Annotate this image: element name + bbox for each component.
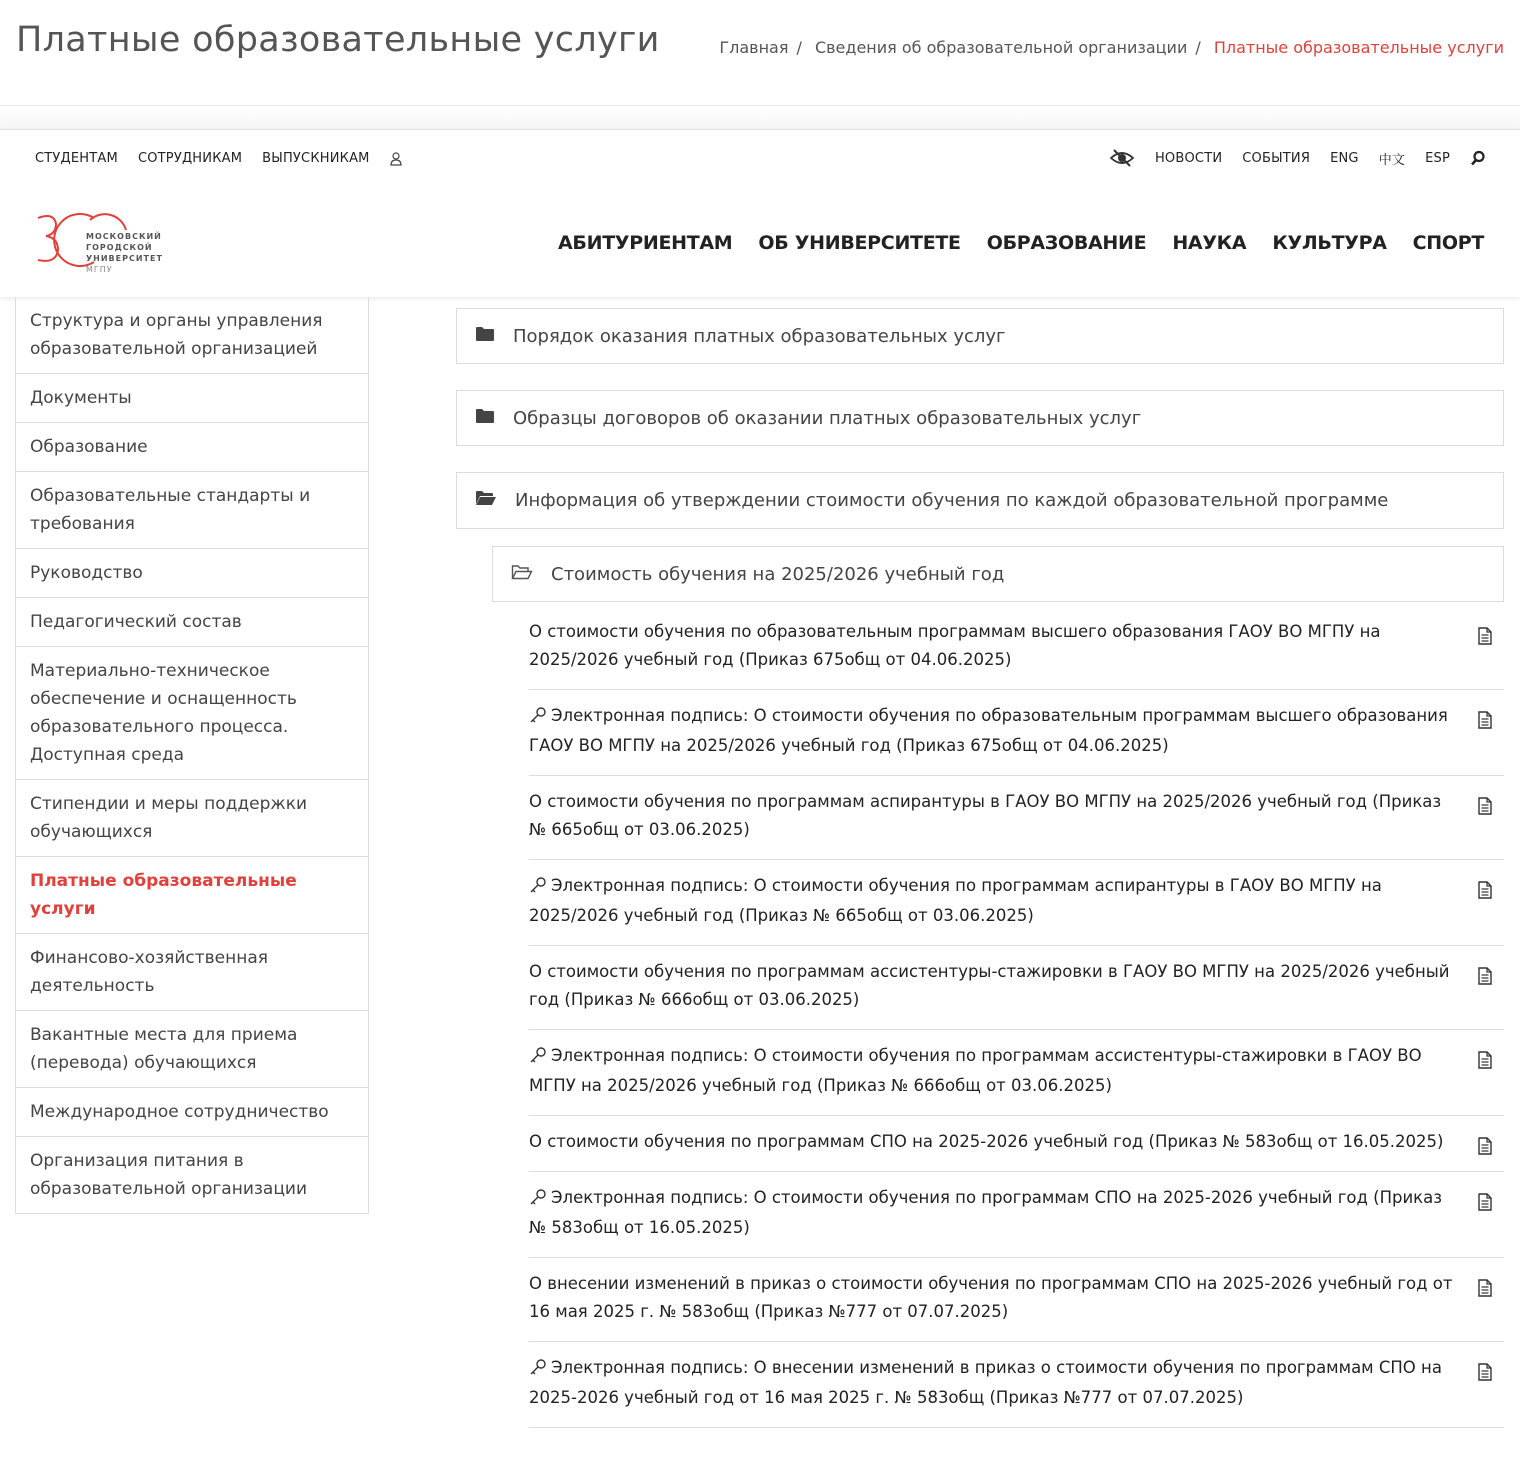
main-nav-about[interactable]: ОБ УНИВЕРСИТЕТЕ: [758, 232, 961, 254]
document-file-icon[interactable]: [1478, 1362, 1492, 1390]
main-nav-applicants[interactable]: АБИТУРИЕНТАМ: [558, 232, 733, 254]
document-link[interactable]: [529, 860, 1504, 946]
main-nav-sport[interactable]: СПОРТ: [1412, 232, 1484, 254]
document-title: О внесении изменений в приказ о стоимости обучения по программам СПО на 2025-2026 учебный год от 16 мая 2025 г. № 583общ (Приказ №777 от 07.07.2025): [529, 1274, 1453, 1321]
document-list: [529, 606, 1504, 1428]
folder-contract-samples[interactable]: [456, 390, 1504, 446]
folder-icon: [475, 408, 495, 429]
document-link[interactable]: [529, 776, 1504, 860]
document-title: О стоимости обучения по программам ассистентуры-стажировки в ГАОУ ВО МГПУ на 2025/2026 учебный год (Приказ № 666общ от 03.06.2025): [529, 962, 1450, 1009]
document-title: Электронная подпись: О стоимости обучения по программам ассистентуры-стажировки в ГАОУ ВО МГПУ на 2025/2026 учебный год (Приказ № 666общ от 03.06.2025): [529, 1046, 1422, 1095]
logo-line-2: ГОРОДСКОЙ: [86, 243, 153, 252]
key-icon: [529, 704, 547, 732]
sidebar-menu: [15, 297, 369, 1214]
nav-alumni[interactable]: ВЫПУСКНИКАМ: [262, 151, 370, 166]
document-file-icon[interactable]: [1478, 1136, 1492, 1164]
separator-band: [0, 107, 1520, 129]
document-link[interactable]: [529, 946, 1504, 1030]
document-file-icon[interactable]: [1478, 796, 1492, 824]
nav-students[interactable]: СТУДЕНТАМ: [35, 151, 118, 166]
nav-events[interactable]: СОБЫТИЯ: [1242, 150, 1311, 166]
logo-line-3: УНИВЕРСИТЕТ: [86, 254, 163, 263]
sidebar-item-facilities[interactable]: Материально-техническое обеспечение и оснащенность образовательного процесса. Доступная среда: [16, 647, 368, 780]
document-file-icon[interactable]: [1478, 966, 1492, 994]
document-link[interactable]: [529, 690, 1504, 776]
sidebar-item-standards[interactable]: Образовательные стандарты и требования: [16, 472, 368, 549]
main-nav-science[interactable]: НАУКА: [1172, 232, 1247, 254]
sidebar-item-structure[interactable]: Структура и органы управления образовательной организацией: [16, 297, 368, 374]
subfolder-label: Стоимость обучения на 2025/2026 учебный год: [551, 563, 1005, 585]
document-title: О стоимости обучения по программам аспирантуры в ГАОУ ВО МГПУ на 2025/2026 учебный год (Приказ № 665общ от 03.06.2025): [529, 792, 1442, 839]
key-icon: [529, 1044, 547, 1072]
document-file-icon[interactable]: [1478, 710, 1492, 738]
lang-esp[interactable]: ESP: [1425, 150, 1450, 166]
sidebar-item-vacancies[interactable]: Вакантные места для приема (перевода) обучающихся: [16, 1011, 368, 1088]
title-bar: [0, 0, 1520, 106]
document-title: О стоимости обучения по программам СПО на 2025-2026 учебный год (Приказ № 583общ от 16.05.2025): [529, 1132, 1444, 1151]
main-nav: [532, 232, 1484, 254]
main-nav-culture[interactable]: КУЛЬТУРА: [1272, 232, 1387, 254]
sidebar-item-catering[interactable]: Организация питания в образовательной организации: [30, 1151, 308, 1199]
breadcrumb-org-info[interactable]: Сведения об образовательной организации: [814, 38, 1188, 57]
document-link[interactable]: [529, 1258, 1504, 1342]
folder-icon: [475, 326, 495, 347]
breadcrumb-home[interactable]: Главная: [719, 38, 789, 57]
university-logo[interactable]: [34, 212, 164, 278]
sidebar-item-teaching-staff[interactable]: Педагогический состав: [16, 598, 368, 647]
document-title: Электронная подпись: О стоимости обучения по образовательным программам высшего образования ГАОУ ВО МГПУ на 2025/2026 учебный год (Приказ 675общ от 04.06.2025): [529, 706, 1448, 755]
breadcrumb: Главная / Сведения об образовательной организации / Платные образовательные услуги: [719, 38, 1504, 57]
document-title: О стоимости обучения по образовательным программам высшего образования ГАОУ ВО МГПУ на 2025/2026 учебный год (Приказ 675общ от 04.06.2025): [529, 622, 1381, 669]
document-title: Электронная подпись: О стоимости обучения по программам СПО на 2025-2026 учебный год (Приказ № 583общ от 16.05.2025): [529, 1188, 1443, 1237]
document-file-icon[interactable]: [1478, 1192, 1492, 1220]
document-file-icon[interactable]: [1478, 880, 1492, 908]
nav-staff[interactable]: СОТРУДНИКАМ: [137, 151, 243, 166]
audience-nav: [35, 151, 402, 166]
search-icon[interactable]: [1470, 150, 1486, 166]
document-link[interactable]: [529, 1172, 1504, 1258]
main-nav-education[interactable]: ОБРАЗОВАНИЕ: [986, 232, 1147, 254]
key-icon: [529, 1356, 547, 1384]
document-link[interactable]: [529, 1030, 1504, 1116]
folder-label: Информация об утверждении стоимости обучения по каждой образовательной программе: [515, 490, 1389, 511]
document-file-icon[interactable]: [1478, 1050, 1492, 1078]
document-title: Электронная подпись: О стоимости обучения по программам аспирантуры в ГАОУ ВО МГПУ на 2025/2026 учебный год (Приказ № 665общ от 03.06.2025): [529, 876, 1382, 925]
sidebar-item-leadership[interactable]: Руководство: [16, 549, 368, 598]
key-icon: [529, 874, 547, 902]
subfolder-cost-2025-2026[interactable]: [492, 546, 1504, 602]
breadcrumb-current: Платные образовательные услуги: [1213, 38, 1504, 57]
sidebar-item-international[interactable]: Международное сотрудничество: [16, 1088, 368, 1137]
sidebar-item-scholarships[interactable]: Стипендии и меры поддержки обучающихся: [16, 780, 368, 857]
folder-cost-approval[interactable]: [456, 472, 1504, 529]
sidebar-item-finance[interactable]: Финансово-хозяйственная деятельность: [16, 934, 368, 1011]
lang-zh[interactable]: 中文: [1378, 152, 1406, 168]
key-icon: [529, 1186, 547, 1214]
document-link[interactable]: [529, 606, 1504, 690]
document-link[interactable]: [529, 1342, 1504, 1428]
folder-open-outline-icon: [511, 564, 533, 585]
document-file-icon[interactable]: [1478, 1278, 1492, 1306]
document-title: Электронная подпись: О внесении изменений в приказ о стоимости обучения по программам СПО на 2025-2026 учебный год от 16 мая 2025 г. № 583общ (Приказ №777 от 07.07.2025): [529, 1358, 1442, 1407]
folder-procedure[interactable]: [456, 308, 1504, 364]
user-icon[interactable]: [390, 151, 402, 166]
lang-eng[interactable]: ENG: [1330, 150, 1359, 166]
sidebar-item-documents[interactable]: Документы: [16, 374, 368, 423]
folder-label: Порядок оказания платных образовательных услуг: [513, 325, 1006, 347]
utility-nav: [1109, 148, 1486, 168]
document-file-icon[interactable]: [1478, 626, 1492, 654]
accessibility-eye-icon[interactable]: [1109, 148, 1135, 168]
document-link[interactable]: [529, 1116, 1504, 1172]
logo-line-4: МГПУ: [86, 265, 113, 274]
folder-open-icon: [475, 490, 497, 511]
sidebar-item-paid-services[interactable]: Платные образовательные услуги: [16, 857, 368, 934]
site-header: [0, 129, 1520, 297]
nav-news[interactable]: НОВОСТИ: [1154, 150, 1223, 166]
logo-line-1: МОСКОВСКИЙ: [86, 232, 162, 241]
sidebar-item-education[interactable]: Образование: [16, 423, 368, 472]
page-title: Платные образовательные услуги: [16, 20, 660, 60]
folder-label: Образцы договоров об оказании платных образовательных услуг: [513, 407, 1142, 429]
